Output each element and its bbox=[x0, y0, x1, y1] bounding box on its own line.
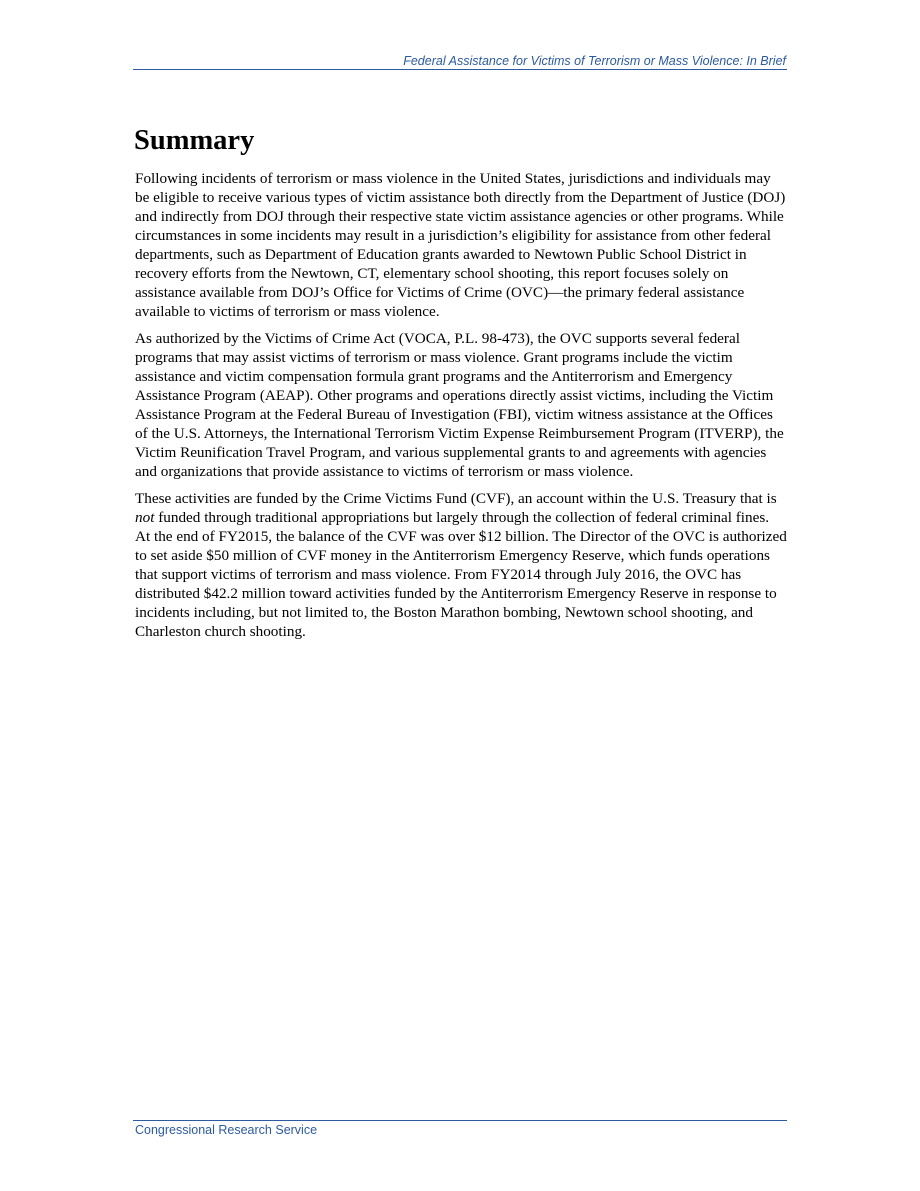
footer-organization: Congressional Research Service bbox=[135, 1123, 318, 1137]
paragraph-1: Following incidents of terrorism or mass violence in the United States, jurisdictions and individuals may be eligible to receive various types of victim assistance both directly from the Department of Justice (DOJ) and indirectly from DOJ through their respective state victim assistance agencies or other programs. While circumstances in some incidents may result in a jurisdiction’s eligibility for assistance from other federal departments, such as Department of Education grants awarded to Newtown Public School District in recovery efforts from the Newtown, CT, elementary school shooting, this report focuses solely on assistance available from DOJ’s Office for Victims of Crime (OVC)—the primary federal assistance available to victims of terrorism or mass violence. bbox=[135, 170, 786, 320]
footer-divider bbox=[133, 1120, 787, 1121]
paragraph-3-part-2: funded through traditional appropriations but largely through the collection of federal criminal fines. At the end of FY2015, the balance of the CVF was over $12 billion. The Director of the OVC is authorized to set aside $50 million of CVF money in the Antiterrorism Emergency Reserve, which funds operations that support victims of terrorism and mass violence. From FY2014 through July 2016, the OVC has distributed $42.2 million toward activities funded by the Antiterrorism Emergency Reserve in response to incidents including, but not limited to, the Boston Marathon bombing, Newtown school shooting, and Charleston church shooting. bbox=[135, 509, 787, 640]
page-title: Summary bbox=[134, 125, 255, 156]
paragraph-3-part-1: These activities are funded by the Crime Victims Fund (CVF), an account within the U.S. Treasury that is bbox=[135, 490, 777, 507]
running-header-title: Federal Assistance for Victims of Terrorism or Mass Violence: In Brief bbox=[403, 54, 786, 68]
header-divider bbox=[133, 69, 787, 70]
paragraph-3-emphasis: not bbox=[135, 509, 155, 526]
paragraph-2: As authorized by the Victims of Crime Act (VOCA, P.L. 98-473), the OVC supports several federal programs that may assist victims of terrorism or mass violence. Grant programs include the victim assistance and victim compensation formula grant programs and the Antiterrorism and Emergency Assistance Program (AEAP). Other programs and operations directly assist victims, including the Victim Assistance Program at the Federal Bureau of Investigation (FBI), victim witness assistance at the Offices of the U.S. Attorneys, the International Terrorism Victim Expense Reimbursement Program (ITVERP), the Victim Reunification Travel Program, and various supplemental grants to and agreements with agencies and organizations that provide assistance to victims of terrorism or mass violence. bbox=[135, 330, 784, 480]
summary-body bbox=[135, 169, 787, 649]
paragraph-3 bbox=[135, 489, 787, 641]
